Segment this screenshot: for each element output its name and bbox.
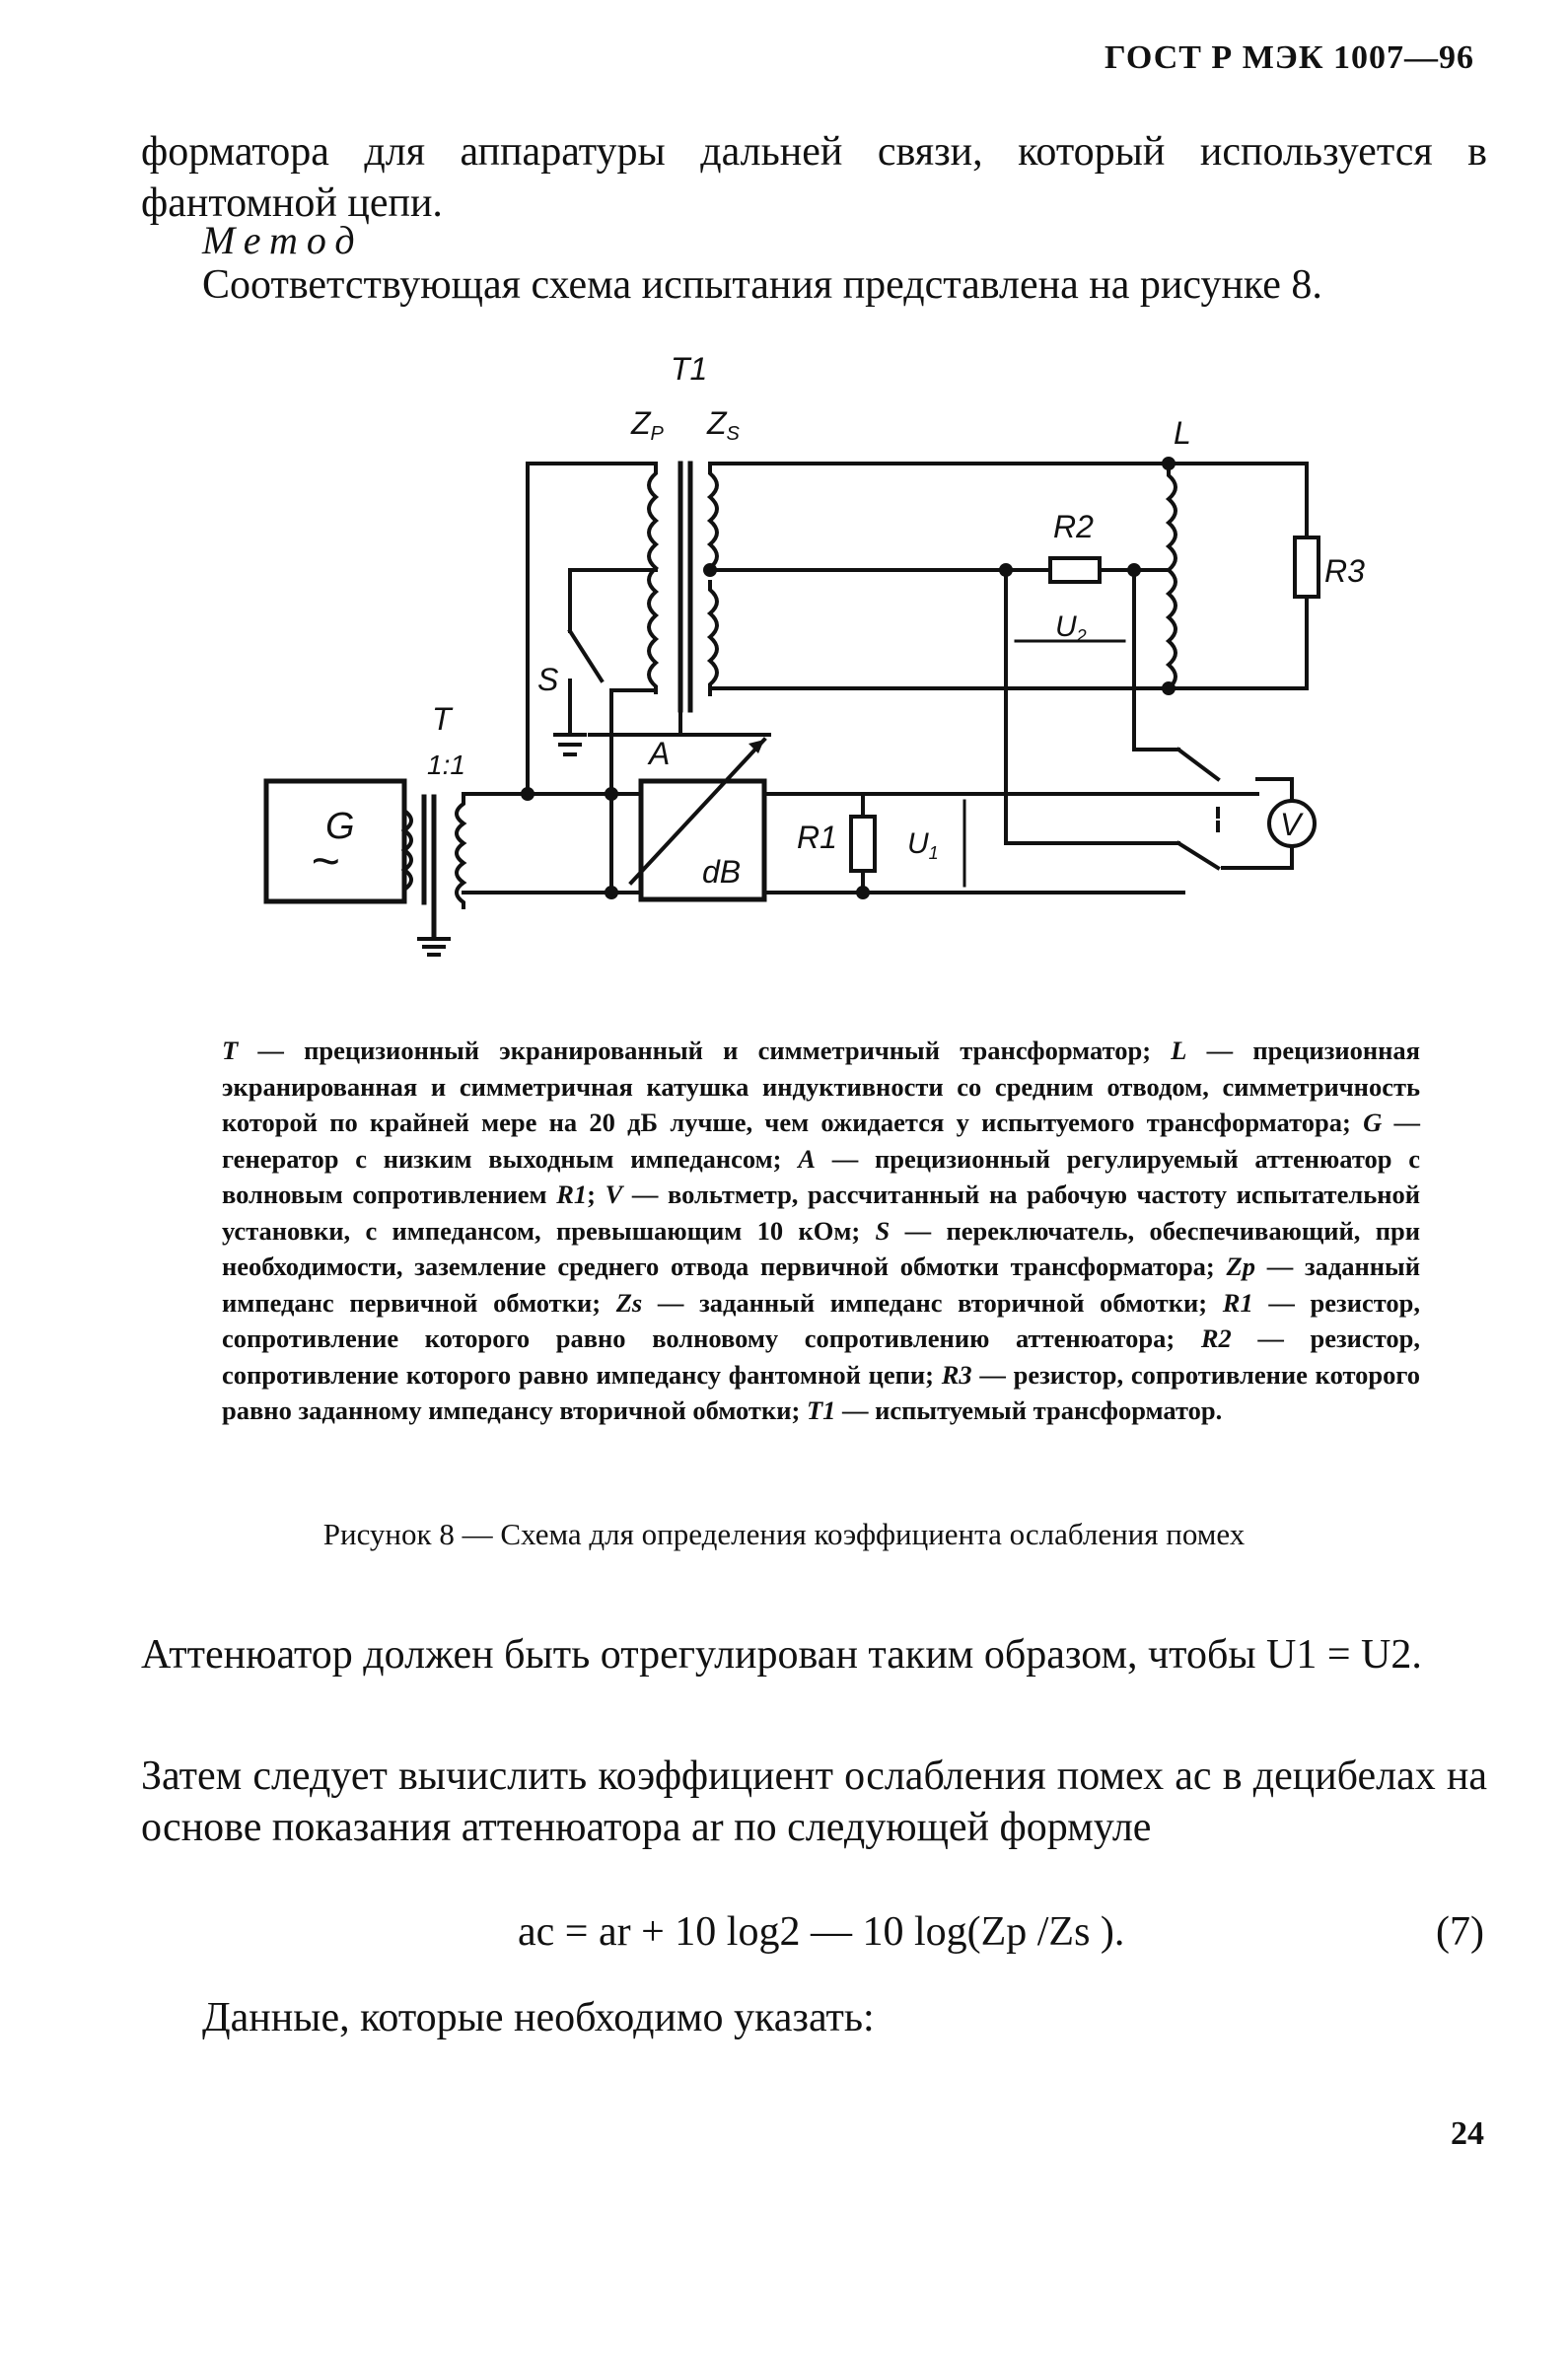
r2-label: R2 <box>1053 509 1094 544</box>
switch-label: S <box>537 662 559 697</box>
legend-symbol: G <box>1363 1108 1383 1137</box>
l-inductor <box>1169 464 1176 692</box>
legend-text: — генератор с низким выходным импедансом; <box>222 1108 1420 1174</box>
t1-secondary-coil-lower <box>710 582 717 694</box>
legend-symbol: T1 <box>806 1395 836 1425</box>
legend-text: — испытуемый трансформатор. <box>835 1395 1223 1425</box>
r3-resistor <box>1295 537 1319 597</box>
t1-label: T1 <box>671 351 708 387</box>
legend-text: — прецизионный регулируемый аттенюатор с волновым сопротивлением <box>222 1143 1421 1209</box>
u2-label: $U_2$ <box>1055 610 1087 646</box>
figure-caption: Рисунок 8 — Схема для определения коэффициента ослабления помех <box>322 1517 1246 1551</box>
transformer-t-ratio: 1:1 <box>427 750 465 780</box>
legend-symbol: S <box>875 1215 891 1246</box>
legend-symbol: V <box>605 1180 623 1209</box>
r1-label: R1 <box>797 820 837 855</box>
transformer-t-secondary <box>457 794 463 907</box>
legend-text: ; <box>587 1180 606 1209</box>
document-header: ГОСТ Р МЭК 1007—96 <box>1105 39 1474 76</box>
paragraph-figure-reference: Соответствующая схема испытания представлена на рисунке 8. <box>202 262 1322 308</box>
voltmeter-label: V <box>1280 807 1302 842</box>
r3-label: R3 <box>1324 553 1365 589</box>
l-label: L <box>1174 415 1191 451</box>
u1-label: $U_1$ <box>907 827 939 863</box>
sine-icon: ~ <box>311 833 340 889</box>
page-number: 24 <box>1451 2115 1484 2152</box>
legend-text: — вольтметр, рассчитанный на рабочую частоту испытательной установки, с импедансом, превышающим 10 кОм; <box>222 1180 1420 1246</box>
zp-label: ZP <box>631 405 664 445</box>
equation-number: (7) <box>1436 1909 1484 1955</box>
circuit-diagram <box>0 0 1568 1026</box>
legend-symbol: T <box>222 1036 239 1065</box>
junction-dot <box>858 888 868 897</box>
t1-primary-coil <box>649 464 656 692</box>
r1-resistor <box>851 817 875 871</box>
db-label: dB <box>702 854 742 890</box>
figure-legend <box>222 1033 1420 1429</box>
paragraph-calculation: Затем следует вычислить коэффициент ослабления помех ac в децибелах на основе показания аттенюатора ar по следующей формуле <box>141 1753 1487 1850</box>
generator-label: G <box>325 806 355 847</box>
legend-symbol: R1 <box>556 1180 588 1209</box>
method-heading: Метод <box>202 218 364 262</box>
legend-symbol: L <box>1171 1036 1187 1065</box>
legend-symbol: R3 <box>941 1359 972 1390</box>
legend-text: — заданный импеданс вторичной обмотки; <box>642 1287 1223 1318</box>
legend-text: — прецизионный экранированный и симметричный трансформатор; <box>238 1036 1172 1065</box>
transformer-t-label: T <box>432 701 452 737</box>
legend-text: — переключатель, обеспечивающий, при необходимости, заземление среднего отвода первичной обмотки трансформатора; <box>222 1215 1421 1281</box>
legend-text: — прецизионная экранированная и симметричная катушка индуктивности со средним отводом, симметричность которой по крайней мере на 20 дБ лучше, чем ожидается у испытуемого трансформатора; <box>222 1036 1420 1137</box>
junction-dot <box>705 565 715 575</box>
legend-symbol: A <box>798 1143 816 1174</box>
legend-text: — резистор, сопротивление которого равно заданному импедансу вторичной обмотки; <box>222 1359 1420 1425</box>
zs-label: ZS <box>707 405 740 445</box>
legend-text: — резистор, сопротивление которого равно волновому сопротивлению аттенюатора; <box>222 1287 1421 1353</box>
legend-symbol: Zs <box>615 1287 643 1318</box>
legend-symbol: R1 <box>1222 1287 1253 1318</box>
legend-text: — заданный импеданс первичной обмотки; <box>222 1252 1420 1318</box>
paragraph-attenuator: Аттенюатор должен быть отрегулирован таким образом, чтобы U1 = U2. <box>141 1632 1422 1678</box>
legend-symbol: Zp <box>1226 1252 1255 1281</box>
legend-text: — резистор, сопротивление которого равно импедансу фантомной цепи; <box>222 1323 1420 1390</box>
attenuator-label: A <box>649 736 671 771</box>
paragraph-continuation: форматора для аппаратуры дальней связи, который используется в фантомной цепи. <box>141 129 1487 226</box>
r2-resistor <box>1050 558 1100 582</box>
paragraph-data-to-report: Данные, которые необходимо указать: <box>202 1995 875 2040</box>
t1-secondary-coil <box>710 464 717 574</box>
formula: ac = ar + 10 log2 — 10 log(Zp /Zs ). <box>518 1909 1125 1955</box>
legend-symbol: R2 <box>1200 1323 1232 1353</box>
